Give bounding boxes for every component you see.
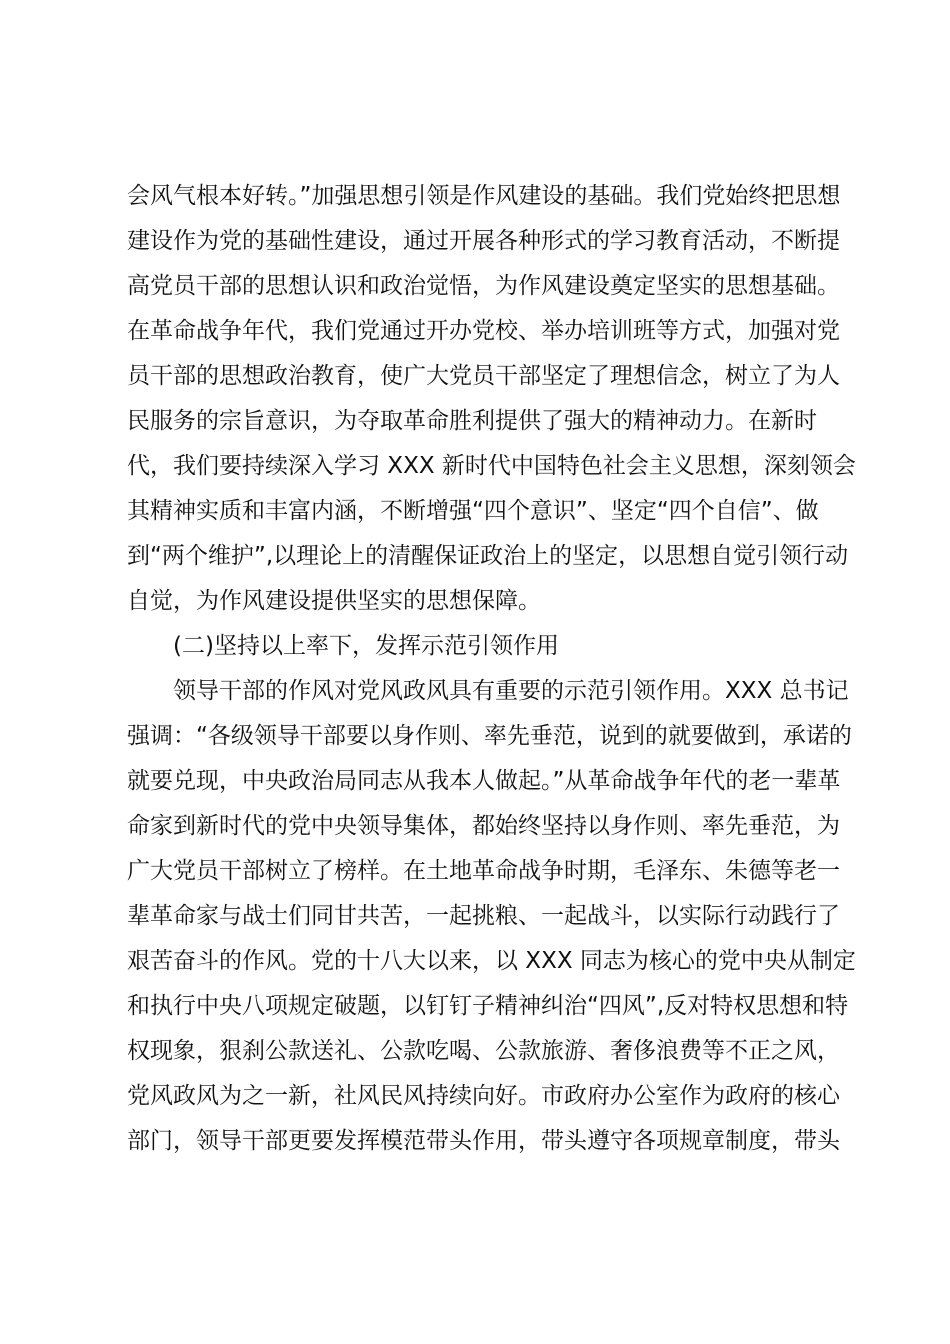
text-line: 员干部的思想政治教育，使广大党员干部坚定了理想信念，树立了为人 (127, 363, 840, 389)
text-line: 会风气根本好转。”加强思想引领是作风建设的基础。我们党始终把思想 (127, 183, 841, 209)
text-line: 广大党员干部树立了榜样。在土地革命战争时期，毛泽东、朱德等老一 (127, 858, 840, 884)
text-line: 党风政风为之一新，社风民风持续向好。市政府办公室作为政府的核心 (127, 1083, 840, 1109)
text-line: 部门，领导干部更要发挥模范带头作用，带头遵守各项规章制度，带头 (127, 1128, 840, 1154)
text-line: 建设作为党的基础性建设，通过开展各种形式的学习教育活动，不断提 (127, 228, 840, 254)
text-line: 辈革命家与战士们同甘共苦，一起挑粮、一起战斗，以实际行动践行了 (127, 903, 840, 929)
text-line: 在革命战争年代，我们党通过开办党校、举办培训班等方式，加强对党 (127, 318, 840, 344)
paragraph-first-line: 领导干部的作风对党风政风具有重要的示范引领作用。XXX 总书记 (173, 678, 849, 704)
text-line: 权现象，狠刹公款送礼、公款吃喝、公款旅游、奢侈浪费等不正之风， (127, 1038, 840, 1064)
text-line: 民服务的宗旨意识，为夺取革命胜利提供了强大的精神动力。在新时 (127, 408, 817, 434)
text-line: 其精神实质和丰富内涵，不断增强“四个意识”、坚定“四个自信”、做 (127, 498, 819, 524)
text-line: 和执行中央八项规定破题，以钉钉子精神纠治“四风”,反对特权思想和特 (127, 993, 849, 1019)
section-heading: (二)坚持以上率下，发挥示范引领作用 (173, 633, 559, 659)
text-line: 艰苦奋斗的作风。党的十八大以来，以 XXX 同志为核心的党中央从制定 (127, 948, 856, 974)
text-line: 就要兑现，中央政治局同志从我本人做起。”从革命战争年代的老一辈革 (127, 768, 841, 794)
text-line: 自觉，为作风建设提供坚实的思想保障。 (127, 588, 541, 614)
text-line: 命家到新时代的党中央领导集体，都始终坚持以身作则、率先垂范，为 (127, 813, 840, 839)
text-line: 代，我们要持续深入学习 XXX 新时代中国特色社会主义思想，深刻领会 (127, 453, 856, 479)
text-line: 强调：“各级领导干部要以身作则、率先垂范，说到的就要做到，承诺的 (127, 723, 852, 749)
text-line: 高党员干部的思想认识和政治觉悟，为作风建设奠定坚实的思想基础。 (127, 273, 840, 299)
text-line: 到“两个维护”,以理论上的清醒保证政治上的坚定，以思想自觉引领行动 (127, 543, 849, 569)
